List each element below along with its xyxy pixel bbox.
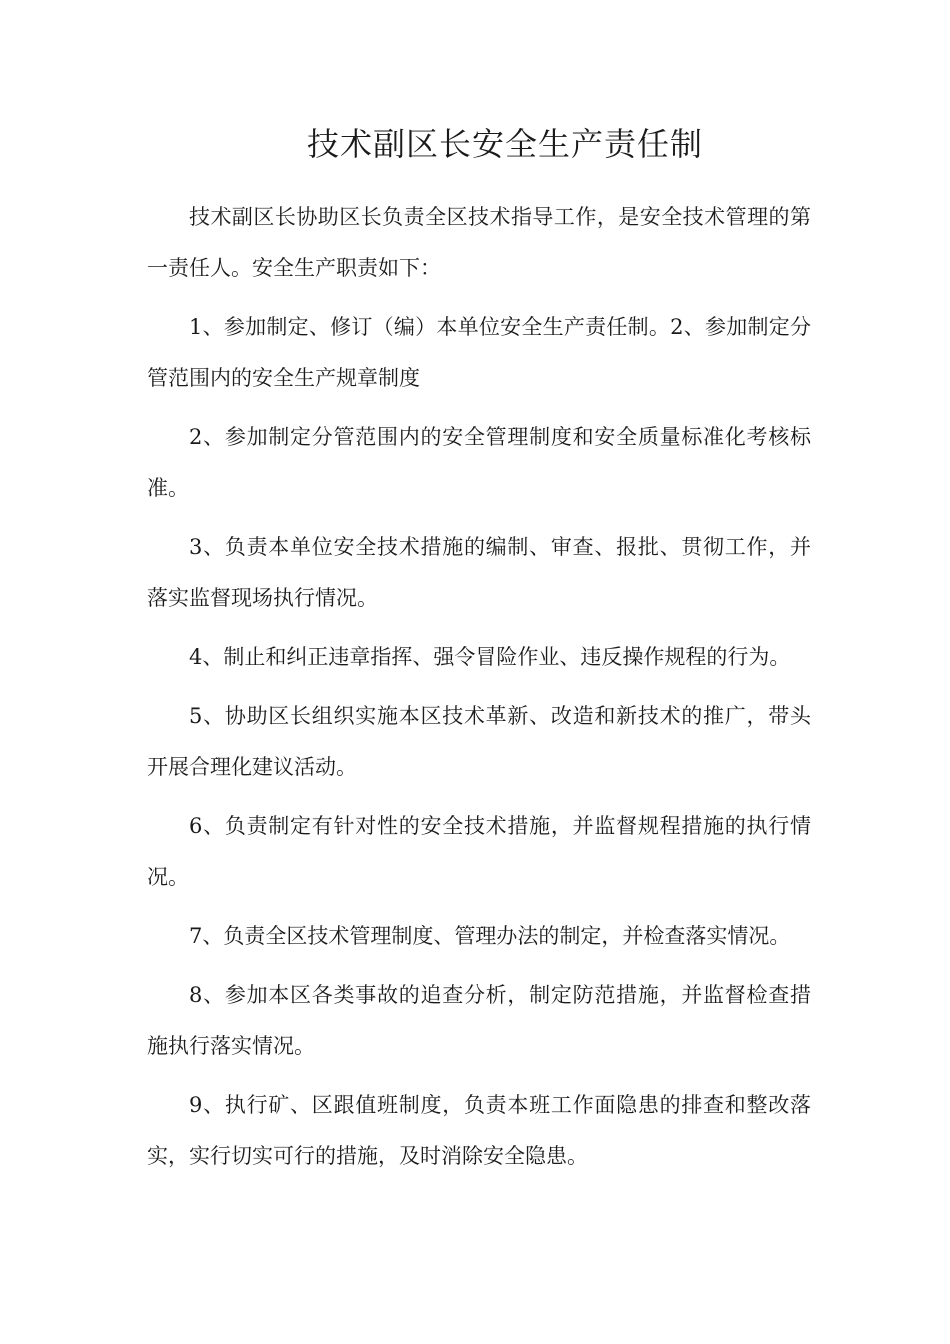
paragraph-item-6: 6、负责制定有针对性的安全技术措施，并监督规程措施的执行情况。 [147,814,811,889]
paragraph-item-8: 8、参加本区各类事故的追查分析，制定防范措施，并监督检查措施执行落实情况。 [147,983,811,1058]
document-title: 技术副区长安全生产责任制 [306,125,703,163]
paragraph-item-7: 7、负责全区技术管理制度、管理办法的制定，并检查落实情况。 [189,924,791,948]
paragraph-item-9: 9、执行矿、区跟值班制度，负责本班工作面隐患的排查和整改落实，实行切实可行的措施，及时消除安全隐患。 [147,1093,811,1168]
paragraph-item-3: 3、负责本单位安全技术措施的编制、审查、报批、贯彻工作，并落实监督现场执行情况。 [147,535,811,610]
paragraph-item-2: 2、参加制定分管范围内的安全管理制度和安全质量标准化考核标准。 [147,425,811,500]
paragraph-item-5: 5、协助区长组织实施本区技术革新、改造和新技术的推广，带头开展合理化建议活动。 [147,704,811,779]
document-body [147,192,811,1190]
paragraph-intro: 技术副区长协助区长负责全区技术指导工作，是安全技术管理的第一责任人。安全生产职责如下： [147,205,811,280]
paragraph-item-4: 4、制止和纠正违章指挥、强令冒险作业、违反操作规程的行为。 [189,645,791,669]
paragraph-item-1: 1、参加制定、修订（编）本单位安全生产责任制。2、参加制定分管范围内的安全生产规章制度 [147,315,811,390]
